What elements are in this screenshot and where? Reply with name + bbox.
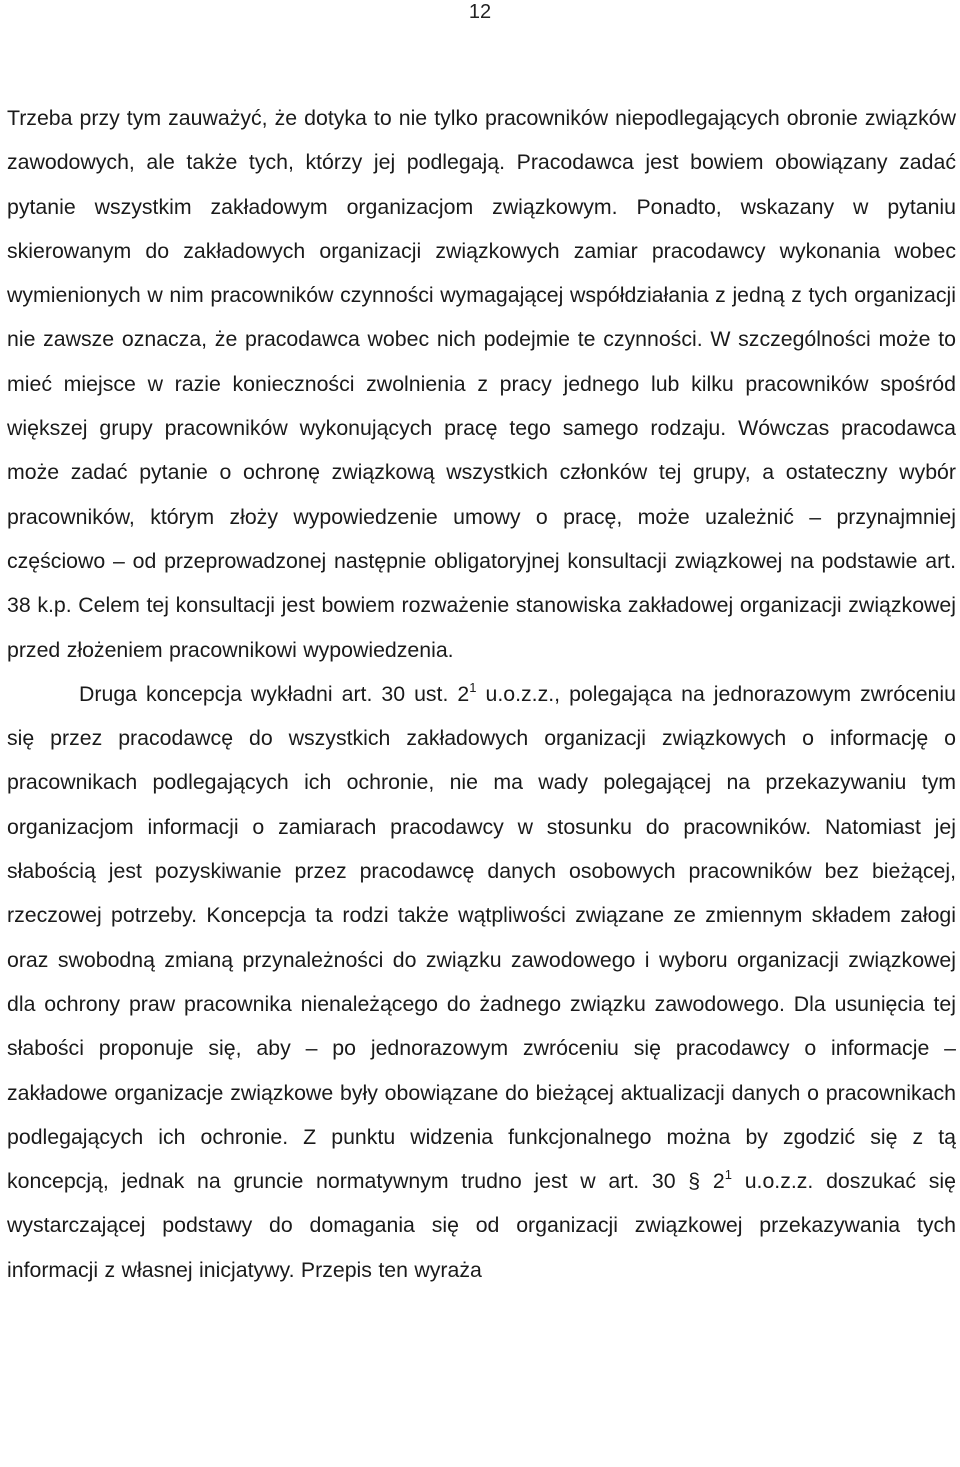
- paragraph-2-part-2: u.o.z.z., polegająca na jednorazowym zwróceniu się przez pracodawcę do wszystkich zakładowych organizacji związkowych o informację o pracownikach podlegających ich ochronie, nie ma wady polegającej na przekazywaniu tym organizacjom informacji o zamiarach pracodawcy w stosunku do pracowników. Natomiast jej słabością jest pozyskiwanie przez pracodawcę danych osobowych pracowników bez bieżącej, rzeczowej potrzeby. Koncepcja ta rodzi także wątpliwości związane ze zmiennym składem załogi oraz swobodną zmianą przynależności do związku zawodowego i wyboru organizacji związkowej dla ochrony praw pracownika nienależącego do żadnego związku zawodowego. Dla usunięcia tej słabości proponuje się, aby – po jednorazowym zwróceniu się pracodawcy o informacje – zakładowe organizacje związkowe były obowiązane do bieżącej aktualizacji danych o pracownikach podlegających ich ochronie. Z punktu widzenia funkcjonalnego można by zgodzić się z tą koncepcją, jednak na gruncie normatywnym trudno jest w art. 30 § 2: [7, 681, 956, 1194]
- superscript-2: 1: [724, 1167, 732, 1183]
- page-number: 12: [468, 1, 492, 23]
- paragraph-2-part-3: u.o.z.z. doszukać się wystarczającej podstawy do domagania się od organizacji związkowej przekazywania tych informacji z własnej inicjatywy. Przepis ten wyraża: [7, 1169, 957, 1282]
- paragraph-1: Trzeba przy tym zauważyć, że dotyka to nie tylko pracowników niepodlegających obronie związków zawodowych, ale także tych, którzy jej podlegają. Pracodawca jest bowiem obowiązany zadać pytanie wszystkim zakładowym organizacjom związkowym. Ponadto, wskazany w pytaniu skierowanym do zakładowych organizacji związkowych zamiar pracodawcy wykonania wobec wymienionych w nim pracowników czynności wymagającej współdziałania z jedną z tych organizacji nie zawsze oznacza, że pracodawca wobec nich podejmie te czynności. W szczególności może to mieć miejsce w razie konieczności zwolnienia z pracy jednego lub kilku pracowników spośród większej grupy pracowników wykonujących pracę tego samego rodzaju. Wówczas pracodawca może zadać pytanie o ochronę związkową wszystkich członków tej grupy, a ostateczny wybór pracowników, którym złoży wypowiedzenie umowy o pracę, może uzależnić – przynajmniej częściowo – od przeprowadzonej następnie obligatoryjnej konsultacji związkowej na podstawie art. 38 k.p. Celem tej konsultacji jest bowiem rozważenie stanowiska zakładowej organizacji związkowej przed złożeniem pracownikowi wypowiedzenia.: [7, 106, 956, 662]
- paragraph-2: [7, 672, 956, 1292]
- paragraph-2-part-1: Druga koncepcja wykładni art. 30 ust. 2: [79, 681, 470, 706]
- superscript-1: 1: [469, 679, 477, 695]
- document-body: [7, 96, 956, 1292]
